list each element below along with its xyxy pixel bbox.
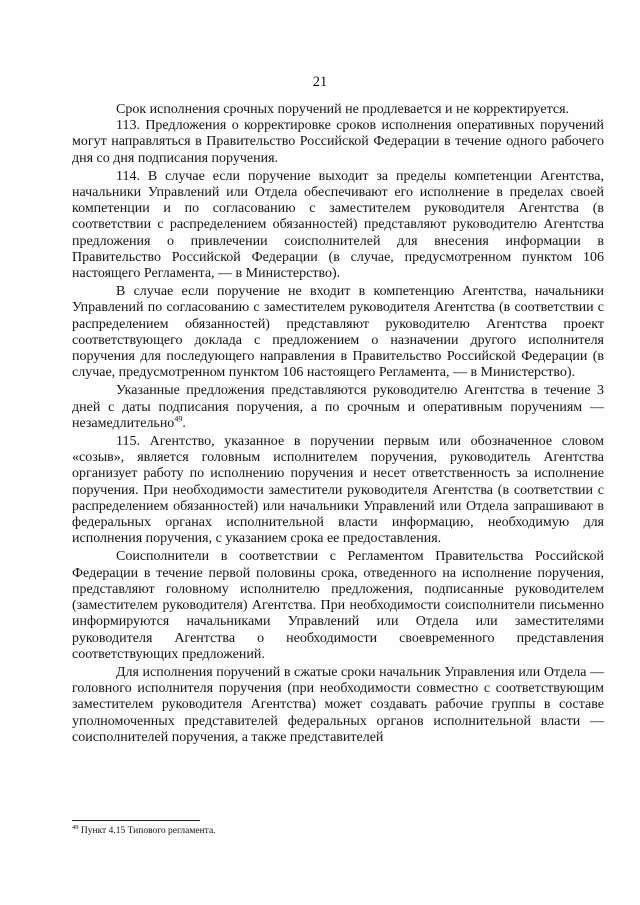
paragraph: Соисполнители в соответствии с Регламентом Правительства Российской Федерации в течение первой половины срока, отведенного на исполнение поручения, представляют головному исполнителю предложения, подписанные руководителем (заместителем руководителя) Агентства. При необходимости соисполнители письменно информируются начальниками Управлений или Отдела или заместителями руководителя Агентства о необходимости своевременного представления соответствующих предложений. [72,549,604,662]
footnote-divider [72,820,200,821]
footnote-reference: 49 [174,414,183,424]
paragraph [72,383,604,432]
paragraph: В случае если поручение не входит в компетенцию Агентства, начальники Управлений по согласованию с заместителем руководителя Агентства (в соответствии с распределением обязанностей) представляют руководителю Агентства проект соответствующего доклада с предложением о назначении другого исполнителя поручения для последующего направления в Правительство Российской Федерации (в случае, предусмотренном пунктом 106 настоящего Регламента, — в Министерство). [72,284,604,381]
body-text [72,102,604,746]
footnote-number: 49 [72,823,79,831]
paragraph: Срок исполнения срочных поручений не продлевается и не корректируется. [116,102,570,117]
footnote [72,825,216,837]
paragraph: Для исполнения поручений в сжатые сроки начальник Управления или Отдела — головного исполнителя поручения (при необходимости совместно с соответствующим заместителем руководителя Агентства) может создавать рабочие группы в составе уполномоченных представителей федеральных органов исполнительной власти — соисполнителей поручения, а также представителей [72,664,604,745]
footnote-text: Пункт 4.15 Типового регламента. [80,826,216,836]
paragraph-tail: . [182,415,186,431]
paragraph: 113. Предложения о корректировке сроков исполнения оперативных поручений могут направляться в Правительство Российской Федерации в течение одного рабочего дня со дня подписания поручения. [72,118,604,166]
page-number: 21 [312,74,328,90]
paragraph: 114. В случае если поручение выходит за пределы компетенции Агентства, начальники Управлений или Отдела обеспечивают его исполнение в пределах своей компетенции и по согласованию с заместителем руководителя Агентства (в соответствии с распределением обязанностей) представляют руководителю Агентства предложения о привлечении соисполнителей для внесения информации в Правительство Российской Федерации (в случае, предусмотренном пунктом 106 настоящего Регламента, — в Министерство). [72,168,604,282]
paragraph-text: Указанные предложения представляются руководителю Агентства в течение 3 дней с даты подписания поручения, а по срочным и оперативным поручениям — незамедлительно [72,383,604,431]
paragraph: 115. Агентство, указанное в поручении первым или обозначенное словом «созыв», является головным исполнителем поручения, руководитель Агентства организует работу по исполнению поручения и несет ответственность за исполнение поручения. При необходимости заместители руководителя Агентства (в соответствии с распределением обязанностей) или начальники Управлений или Отдела запрашивают в федеральных органах исполнительной власти информацию, необходимую для исполнения поручения, с указанием срока ее предоставления. [72,434,604,547]
